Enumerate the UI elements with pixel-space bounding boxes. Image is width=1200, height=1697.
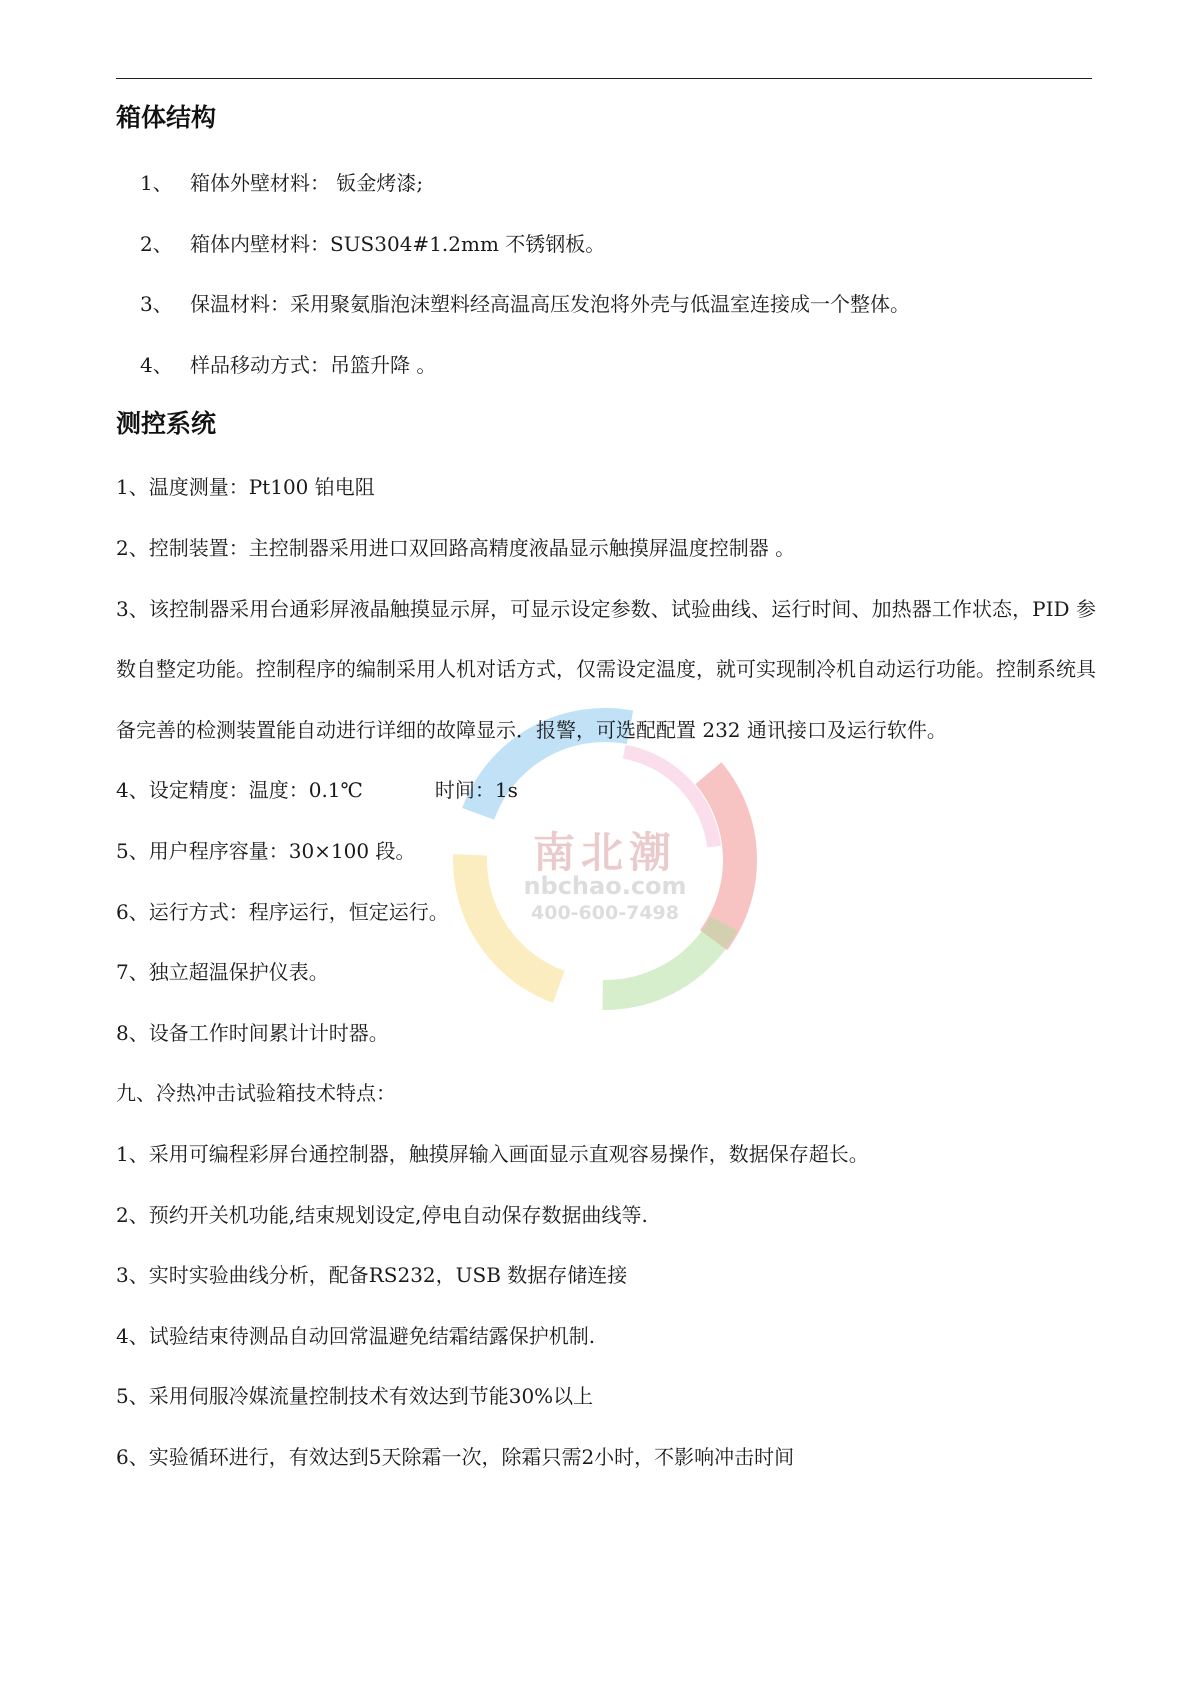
list-item: 1、温度测量：Pt100 铂电阻 [116,475,375,500]
list-item: 1、采用可编程彩屏台通控制器，触摸屏输入画面显示直观容易操作，数据保存超长。 [116,1141,869,1166]
list-item: 2、控制装置：主控制器采用进口双回路高精度液晶显示触摸屏温度控制器 。 [116,535,796,560]
list-item: 5、采用伺服冷媒流量控制技术有效达到节能30%以上 [116,1384,594,1409]
paragraph-controller: 3、该控制器采用台通彩屏液晶触摸显示屏，可显示设定参数、试验曲线、运行时间、加热器工作状态，PID 参数自整定功能。控制程序的编制采用人机对话方式，仅需设定温度，就可实现制冷机自动运行功能。控制系统具备完善的检测装置能自动进行详细的故障显示．报警，可选配配置 232 通讯接口及运行软件。 [116,596,1096,742]
watermark-site: nbchao.com [523,872,687,900]
list-item: 4、设定精度：温度：0.1℃ 时间：1s [116,778,518,803]
section-title-control: 测控系统 [116,409,217,439]
document-body [116,95,1096,1487]
list-item: 1、 箱体外壁材料： 钣金烤漆; [140,171,424,195]
list-item: 5、用户程序容量：30×100 段。 [116,838,416,863]
list-item: 6、实验循环进行，有效达到5天除霜一次，除霜只需2小时，不影响冲击时间 [116,1444,795,1469]
header-rule [116,78,1092,79]
list-item: 7、独立超温保护仪表。 [116,960,329,985]
section-title-features: 九、冷热冲击试验箱技术特点： [116,1081,396,1106]
list-item: 3、 保温材料：采用聚氨脂泡沫塑料经高温高压发泡将外壳与低温室连接成一个整体。 [140,292,910,317]
watermark-brand: 南北潮 [532,828,677,877]
list-item: 6、运行方式：程序运行，恒定运行。 [116,899,449,924]
list-item: 3、实时实验曲线分析，配备RS232，USB 数据存储连接 [116,1263,628,1288]
list-item: 4、 样品移动方式：吊篮升降 。 [140,352,437,377]
watermark-phone: 400-600-7498 [531,902,679,924]
list-item: 2、 箱体内壁材料：SUS304#1.2mm 不锈钢板。 [140,231,606,256]
section-title-structure: 箱体结构 [116,103,217,132]
list-item: 2、预约开关机功能,结束规划设定,停电自动保存数据曲线等. [116,1202,648,1227]
list-item: 8、设备工作时间累计计时器。 [116,1020,389,1045]
list-item: 4、试验结束待测品自动回常温避免结霜结露保护机制. [116,1323,596,1348]
